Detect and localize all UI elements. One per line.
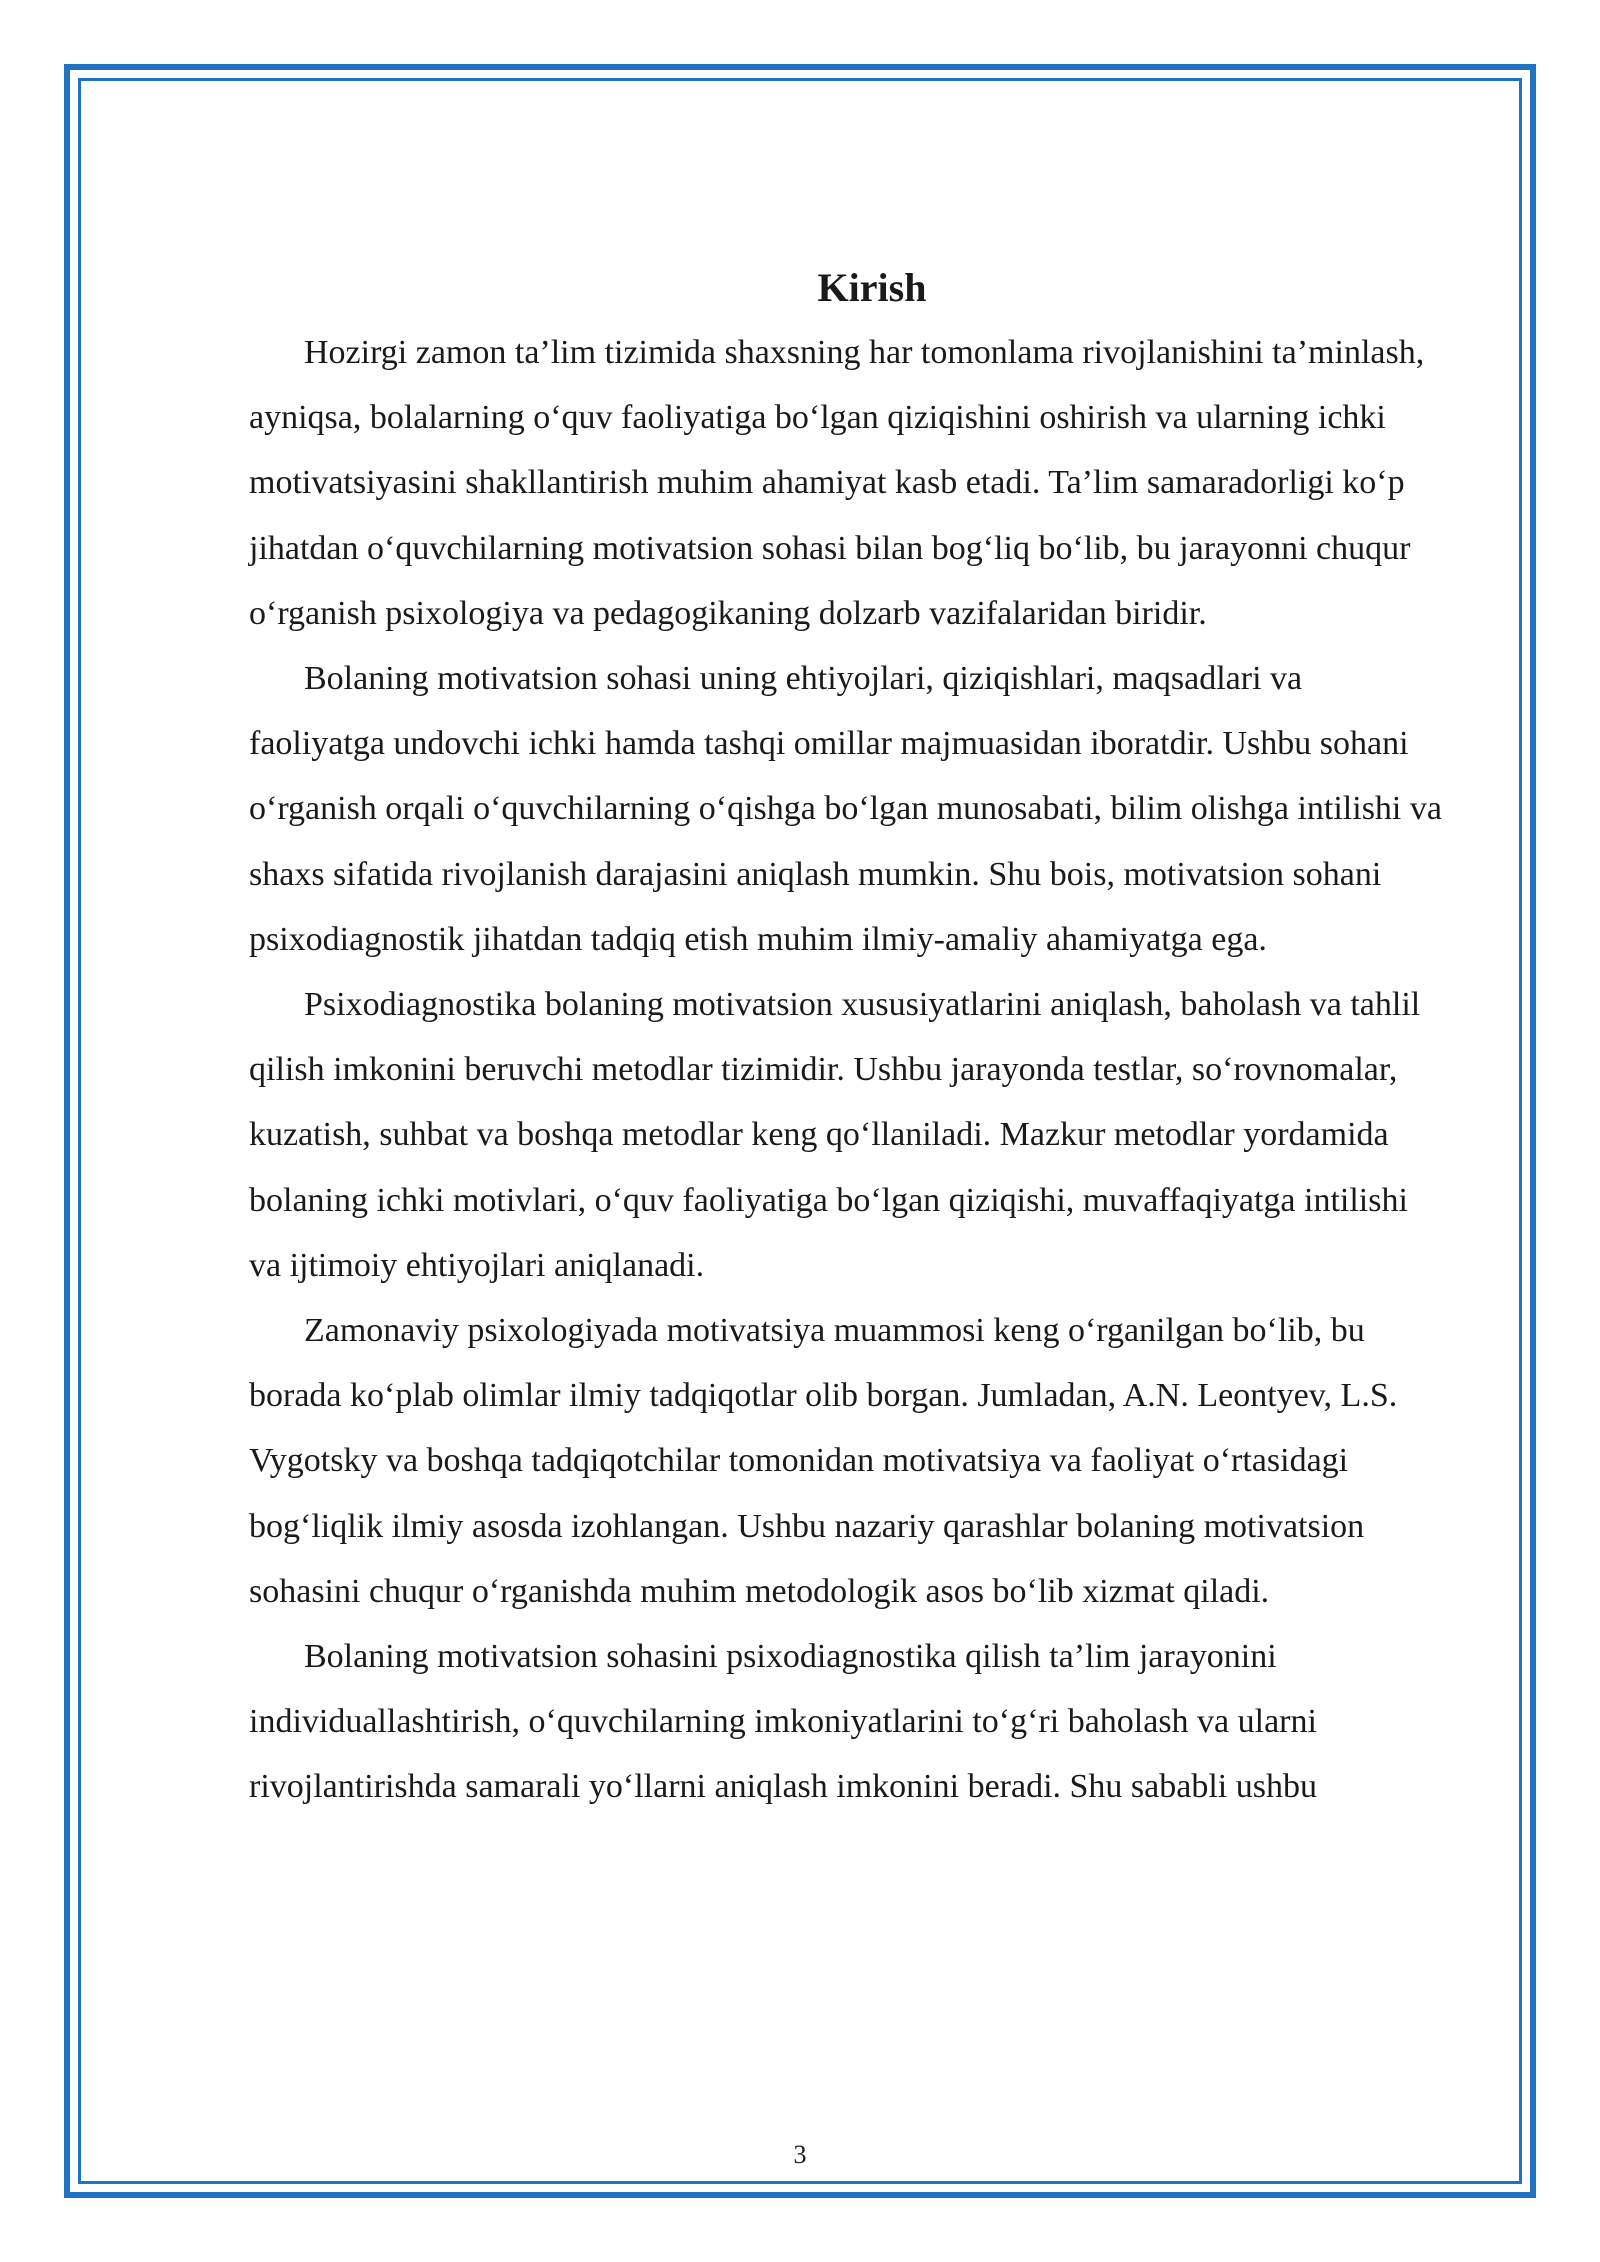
paragraph-5: Bolaning motivatsion sohasini psixodiagnostika qilish ta’lim jarayonini individuallashtirish, o‘quvchilarning imkoniyatlarini to‘g‘ri baholash va ularni rivojlantirishda samarali yo‘llarni aniqlash imkonini beradi. Shu sababli ushbu [249,1638,1317,1806]
paragraph-3: Psixodiagnostika bolaning motivatsion xususiyatlarini aniqlash, baholash va tahlil qilish imkonini beruvchi metodlar tizimidir. Ushbu jarayonda testlar, so‘rovnomalar, kuzatish, suhbat va boshqa metodlar keng qo‘llaniladi. Mazkur metodlar yordamida bolaning ichki motivlari, o‘quv faoliyatiga bo‘lgan qiziqishi, muvaffaqiyatga intilishi va ijtimoiy ehtiyojlari aniqlanadi. [249,986,1421,1284]
paragraph-2: Bolaning motivatsion sohasi uning ehtiyojlari, qiziqishlari, maqsadlari va faoliyatga undovchi ichki hamda tashqi omillar majmuasidan iboratdir. Ushbu sohani o‘rganish orqali o‘quvchilarning o‘qishga bo‘lgan munosabati, bilim olishga intilishi va shaxs sifatida rivojlanish darajasini aniqlash mumkin. Shu bois, motivatsion sohani psixodiagnostik jihatdan tadqiq etish muhim ilmiy-amaliy ahamiyatga ega. [249,660,1442,958]
document-body [249,258,1445,1820]
paragraph-1: Hozirgi zamon ta’lim tizimida shaxsning har tomonlama rivojlanishini ta’minlash, ayniqsa, bolalarning o‘quv faoliyatiga bo‘lgan qiziqishini oshirish va ularning ichki motivatsiyasini shakllantirish muhim ahamiyat kasb etadi. Ta’lim samaradorligi ko‘p jihatdan o‘quvchilarning motivatsion sohasi bilan bog‘liq bo‘lib, bu jarayonni chuqur o‘rganish psixologiya va pedagogikaning dolzarb vazifalaridan biridir. [249,334,1425,632]
section-title: Kirish [817,265,927,310]
page-number: 3 [793,2140,807,2169]
paragraph-4: Zamonaviy psixologiyada motivatsiya muammosi keng o‘rganilgan bo‘lib, bu borada ko‘plab olimlar ilmiy tadqiqotlar olib borgan. Jumladan, A.N. Leontyev, L.S. Vygotsky va boshqa tadqiqotchilar tomonidan motivatsiya va faoliyat o‘rtasidagi bog‘liqlik ilmiy asosda izohlangan. Ushbu nazariy qarashlar bolaning motivatsion sohasini chuqur o‘rganishda muhim metodologik asos bo‘lib xizmat qiladi. [249,1312,1398,1610]
